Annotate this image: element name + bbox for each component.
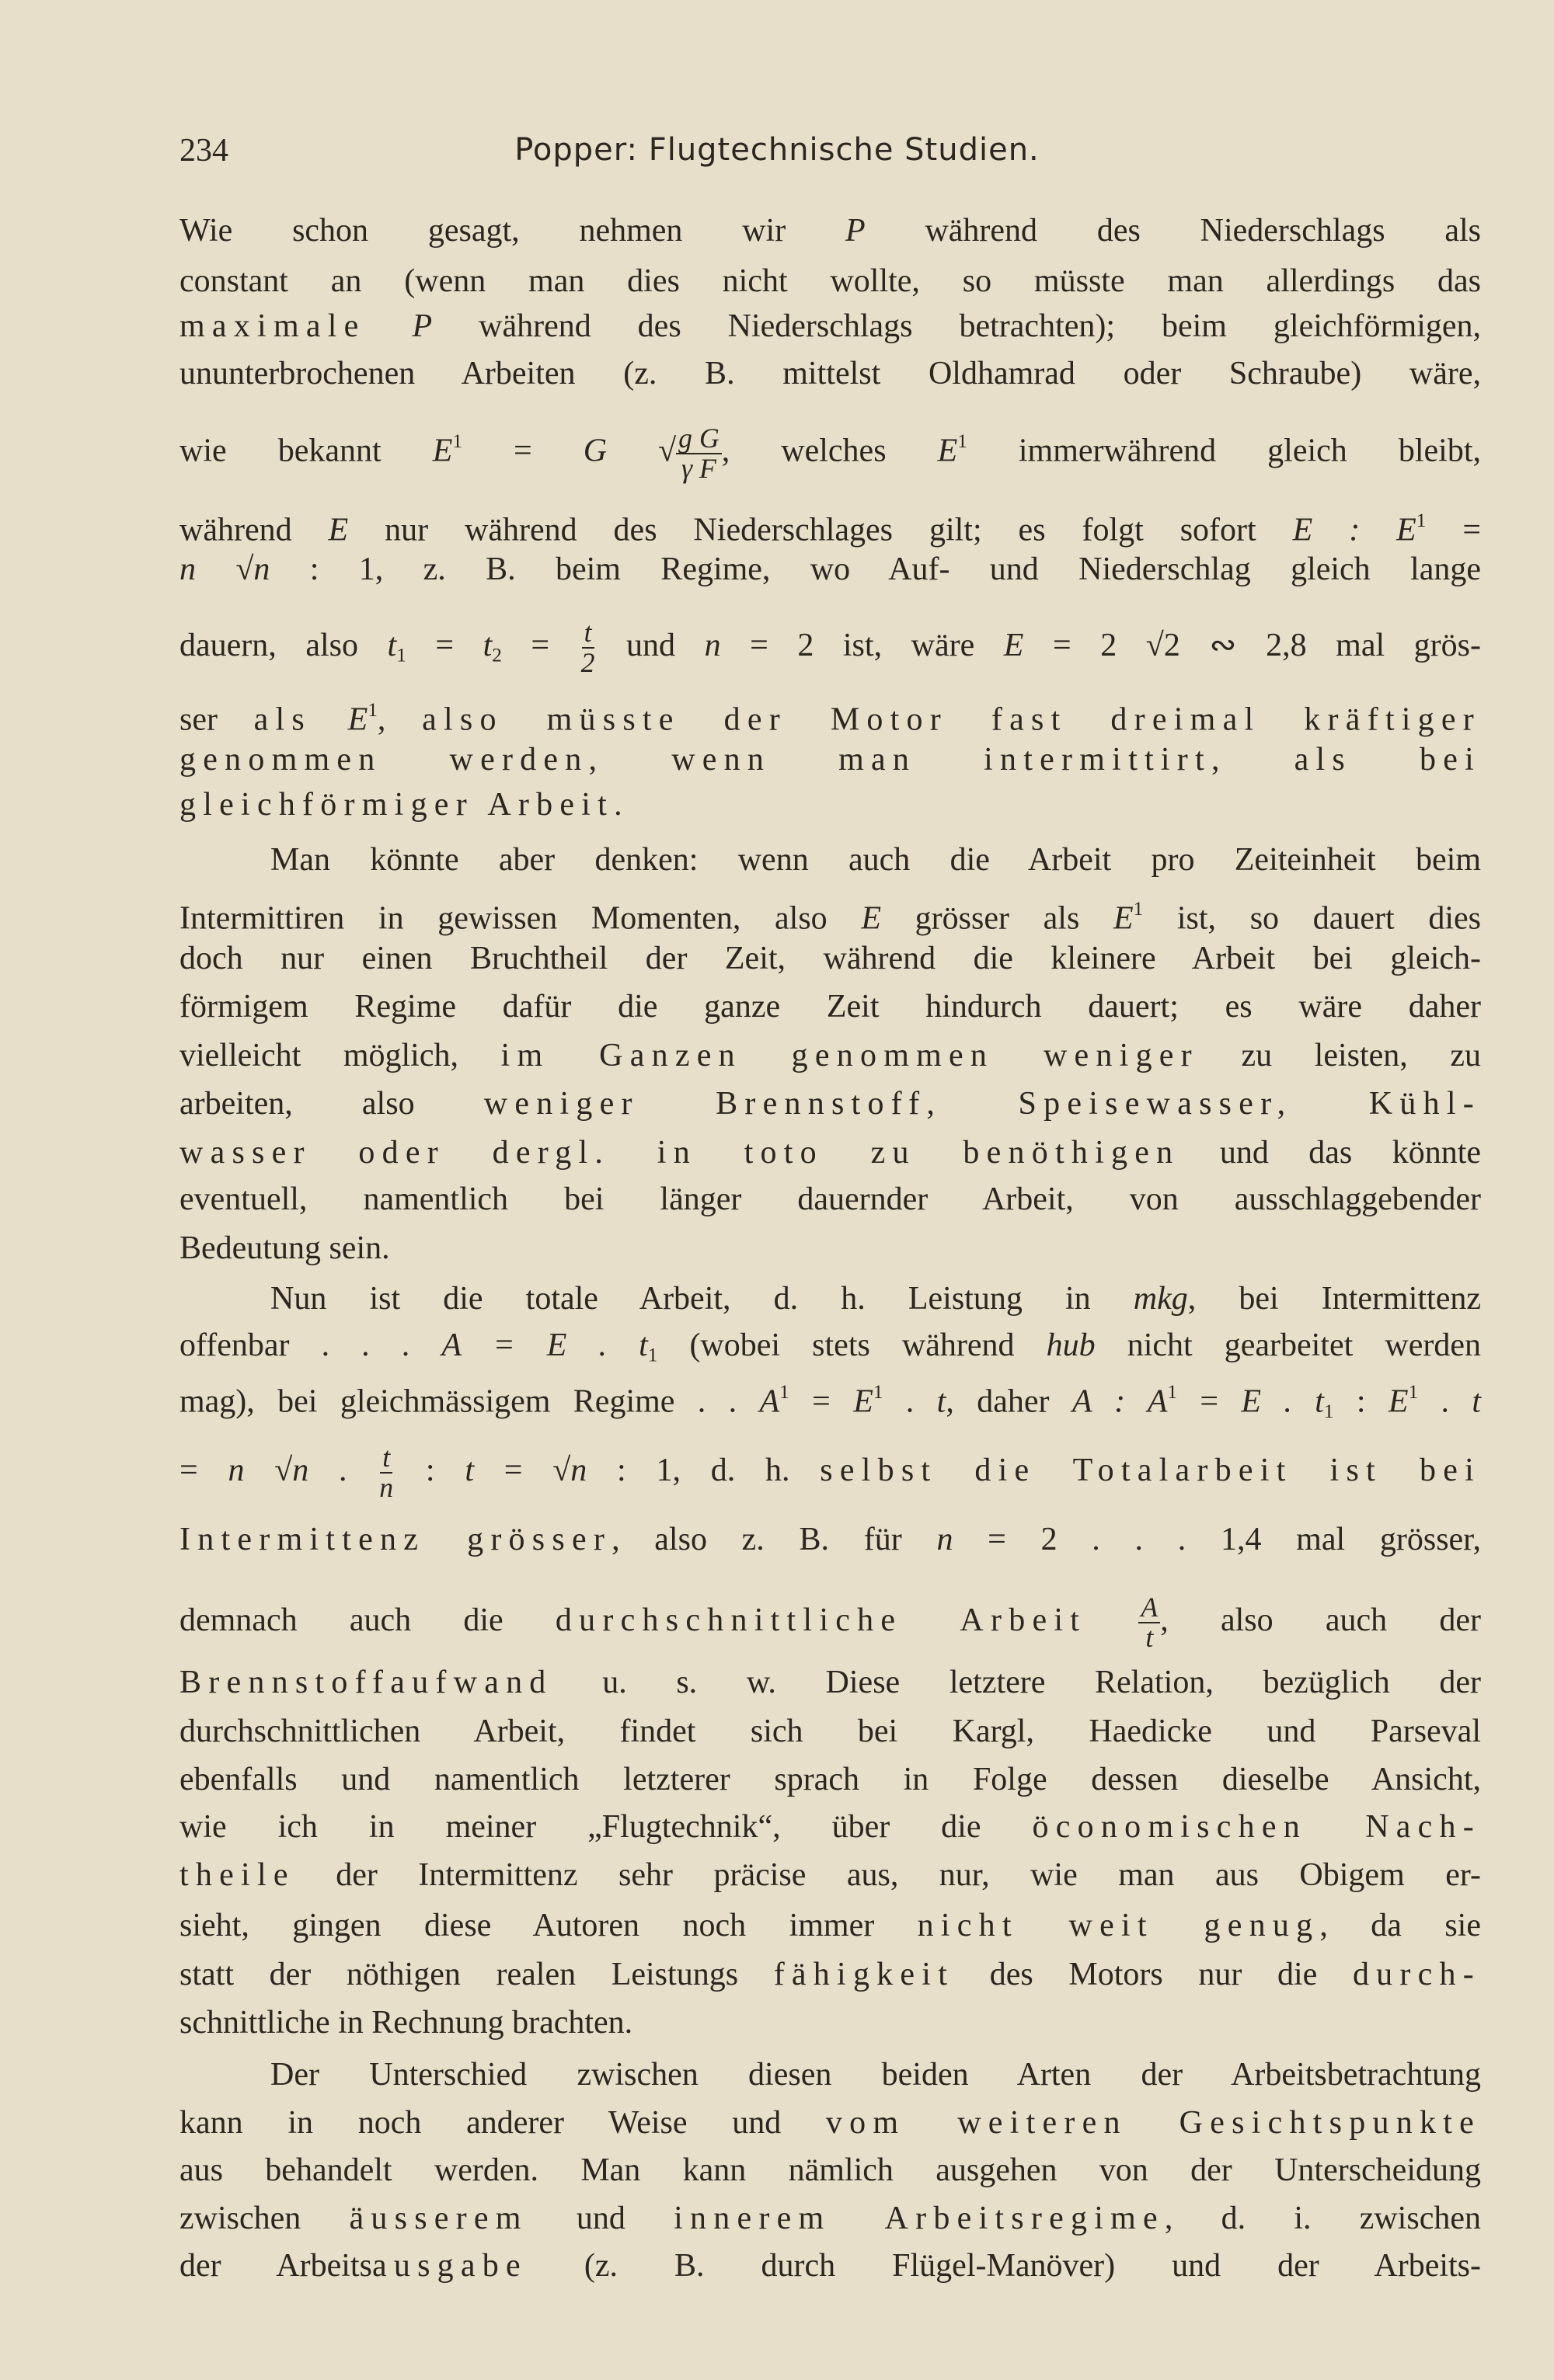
text-line <box>270 2055 1481 2094</box>
text-run: während des Niederschlags als <box>865 213 1482 249</box>
text-run: nur während des Niederschlages gilt; es folgt sofort <box>348 512 1293 548</box>
text-run: = <box>406 628 483 664</box>
text-line <box>179 939 1481 978</box>
fraction-numerator: A <box>1138 1593 1160 1623</box>
text-line <box>179 1592 1482 1654</box>
math-symbol: n <box>292 1453 309 1489</box>
text-run: der Intermittenz sehr präcise aus, nur, wie man aus Obigem er- <box>294 1857 1481 1893</box>
emphasized-text: durchschnittliche Arbeit <box>555 1602 1087 1639</box>
subscript: 1 <box>647 1345 658 1366</box>
text-line <box>179 740 1481 779</box>
text-run: , da sie <box>1319 1908 1481 1943</box>
text-run: doch nur einen Bruchtheil der Zeit, während die kleinere Arbeit bei gleich- <box>179 941 1481 976</box>
math-symbol: E <box>328 512 349 548</box>
superscript: 1 <box>368 700 378 721</box>
math-symbol: A : A <box>1071 1383 1168 1420</box>
text-line <box>179 354 1481 393</box>
math-symbol: t <box>465 1453 474 1489</box>
text-run: Der Unterschied zwischen diesen beiden Arten der Arbeitsbetrachtung <box>270 2057 1481 2093</box>
text-line <box>179 1520 1481 1559</box>
math-symbol: A <box>759 1383 780 1420</box>
emphasized-text: gleichförmiger Arbeit. <box>179 787 629 823</box>
text-line <box>179 1133 1481 1172</box>
math-symbol: n <box>936 1522 953 1557</box>
emphasized-text: selbst die Totalarbeit ist bei <box>820 1453 1481 1489</box>
text-run: und das könnte <box>1179 1135 1482 1171</box>
emphasized-text: ausgabe <box>371 2248 528 2284</box>
text-run: und <box>528 2201 674 2236</box>
text-run: : <box>1333 1383 1388 1420</box>
text-run: = <box>789 1383 854 1420</box>
fraction <box>1138 1593 1160 1653</box>
text-run: immerwährend gleich bleibt, <box>967 433 1481 469</box>
fraction <box>377 1443 395 1503</box>
math-symbol: E <box>347 701 368 738</box>
emphasized-text: genommen werden, wenn man intermittirt, als bei <box>179 742 1481 778</box>
math-symbol: hub <box>1046 1327 1096 1363</box>
text-line <box>179 1373 1482 1423</box>
emphasized-text: Intermittenz grösser <box>179 1522 612 1557</box>
text-run: des Motors nur die <box>954 1957 1353 1992</box>
math-symbol: P <box>412 308 433 344</box>
text-run: , daher <box>946 1383 1072 1420</box>
text-run: = <box>1426 512 1482 548</box>
text-run: ist, so dauert dies <box>1143 900 1481 937</box>
emphasized-text: fähigkeit <box>773 1957 955 1992</box>
text-line <box>270 1279 1481 1318</box>
text-line <box>179 1084 1481 1123</box>
text-line <box>179 1036 1481 1075</box>
text-line <box>179 1760 1481 1799</box>
subscript: 1 <box>1323 1401 1334 1423</box>
text-run: mag), bei gleichmässigem Regime . . <box>179 1383 760 1420</box>
subscript: 1 <box>396 645 406 666</box>
text-run: , bei Intermittenz <box>1187 1281 1481 1317</box>
text-run: schnittliche in Rechnung brachten. <box>179 2005 633 2041</box>
text-line <box>179 1663 1481 1702</box>
math-symbol: t <box>936 1383 946 1420</box>
math-symbol: P <box>845 213 866 249</box>
math-symbol: n <box>179 552 196 587</box>
text-run: : 1, z. B. beim Regime, wo Auf- und Niederschlag gleich lange <box>270 552 1481 587</box>
text-run: Nun ist die totale Arbeit, d. h. Leistung in <box>270 1281 1134 1317</box>
text-run <box>312 702 348 738</box>
fraction-numerator: t <box>380 1443 392 1474</box>
superscript: 1 <box>1167 1382 1177 1403</box>
emphasized-text: innerem Arbeitsregime <box>674 2201 1165 2236</box>
text-run: (z. B. durch Flügel-Manöver) und der Arbeits- <box>527 2248 1481 2284</box>
text-run <box>366 308 413 344</box>
text-run: = √ <box>474 1453 571 1489</box>
text-run: , <box>377 701 423 738</box>
emphasized-text: als <box>253 701 312 738</box>
text-run: Intermittiren in gewissen Momenten, also <box>179 900 862 937</box>
text-run: √ <box>244 1453 293 1489</box>
text-run: ebenfalls und namentlich letzterer sprach in Folge dessen dieselbe Ansicht, <box>179 1762 1481 1797</box>
text-run: constant an (wenn man dies nicht wollte, so müsste man allerdings das <box>179 263 1481 299</box>
fraction-denominator: 2 <box>580 647 595 679</box>
text-line <box>179 422 1481 484</box>
text-run: zwischen <box>179 2201 350 2236</box>
running-title: Popper: Flugtechnische Studien. <box>514 132 1040 168</box>
text-run: (wobei stets während <box>657 1327 1047 1363</box>
text-run: nicht gearbeitet werden <box>1095 1327 1482 1363</box>
text-run: während <box>179 512 329 548</box>
text-run: arbeiten, also <box>179 1086 484 1122</box>
emphasized-text: im Ganzen genommen weniger <box>500 1038 1199 1073</box>
text-line <box>179 1856 1481 1895</box>
math-symbol: E : E <box>1292 512 1416 548</box>
superscript: 1 <box>1416 510 1427 531</box>
text-run: vielleicht möglich, <box>179 1038 501 1073</box>
emphasized-text: vom weiteren Gesichtspunkte <box>825 2105 1481 2141</box>
text-run: eventuell, namentlich bei länger dauernder Arbeit, von ausschlaggebender <box>179 1181 1481 1217</box>
text-line <box>179 262 1481 301</box>
superscript: 1 <box>452 431 462 452</box>
text-line <box>179 307 1481 346</box>
text-line <box>179 691 1481 738</box>
text-run: und <box>597 628 705 664</box>
text-line <box>179 785 1481 824</box>
text-line <box>179 1326 1481 1365</box>
math-symbol: t <box>1472 1383 1482 1420</box>
text-line <box>179 617 1481 679</box>
text-run: Wie schon gesagt, nehmen wir <box>179 213 845 249</box>
text-line <box>179 550 1481 589</box>
text-run: wie ich in meiner „Flugtechnik“, über die <box>179 1809 1033 1845</box>
math-symbol: E <box>1388 1383 1409 1420</box>
text-line <box>179 2246 1481 2285</box>
text-line <box>179 211 1481 250</box>
text-run: Man könnte aber denken: wenn auch die Arbeit pro Zeiteinheit beim <box>270 842 1481 878</box>
text-run: . <box>1418 1383 1472 1420</box>
text-line <box>270 840 1481 879</box>
math-symbol: E <box>861 900 881 937</box>
math-symbol: E . t <box>1241 1383 1324 1420</box>
text-line <box>179 987 1481 1026</box>
text-line <box>179 502 1482 548</box>
text-run: , welches <box>721 433 938 469</box>
math-symbol: n <box>253 552 270 587</box>
text-run: grösser als <box>881 900 1113 937</box>
text-run: = <box>179 1453 228 1489</box>
superscript: 1 <box>873 1382 883 1403</box>
math-symbol: n <box>570 1453 587 1489</box>
text-run: √ <box>607 433 677 469</box>
emphasized-text: öconomischen Nach- <box>1032 1809 1481 1845</box>
text-run: , also z. B. für <box>611 1522 937 1557</box>
math-symbol: mkg <box>1133 1281 1188 1317</box>
text-run: = 2 √2 ∾ 2,8 mal grös- <box>1023 628 1481 664</box>
emphasized-text: maximale <box>179 308 366 344</box>
text-run: wie bekannt <box>179 433 433 469</box>
text-run: = <box>1176 1383 1242 1420</box>
text-run: : 1, d. h. <box>587 1453 821 1489</box>
math-symbol: t <box>387 628 397 664</box>
text-run: demnach auch die <box>179 1602 556 1639</box>
text-line <box>179 1955 1481 1994</box>
math-symbol: n <box>228 1453 245 1489</box>
superscript: 1 <box>1408 1382 1419 1403</box>
text-run: , also auch der <box>1160 1602 1482 1639</box>
text-run: während des Niederschlags betrachten); beim gleichförmigen, <box>432 308 1481 344</box>
text-run: = 2 . . . 1,4 mal grösser, <box>953 1522 1481 1557</box>
text-line <box>179 1712 1481 1751</box>
math-symbol: n <box>704 628 721 664</box>
emphasized-text: äusserem <box>349 2201 528 2236</box>
text-run: . <box>883 1383 937 1420</box>
text-line <box>179 1906 1481 1945</box>
fraction-numerator: t <box>582 618 594 649</box>
emphasized-text: nicht weit genug <box>917 1908 1320 1943</box>
text-line <box>179 1442 1481 1504</box>
text-run: : <box>395 1453 465 1489</box>
text-run: sieht, gingen diese Autoren noch immer <box>179 1908 918 1943</box>
math-symbol: E <box>937 433 958 469</box>
text-line <box>179 2003 1481 2042</box>
math-symbol: A = E . t <box>441 1327 648 1363</box>
text-line <box>179 2103 1481 2142</box>
fraction-denominator: t <box>1145 1622 1154 1654</box>
text-run: = 2 ist, wäre <box>720 628 1004 664</box>
fraction <box>676 424 722 484</box>
superscript: 1 <box>957 431 967 452</box>
text-line <box>179 2151 1481 2190</box>
text-run: , d. i. zwischen <box>1164 2201 1481 2236</box>
page-number: 234 <box>179 133 228 169</box>
superscript: 1 <box>1133 899 1144 920</box>
text-run: dauern, also <box>179 628 388 664</box>
math-symbol: E <box>1003 628 1024 664</box>
text-run: aus behandelt werden. Man kann nämlich ausgehen von der Unterscheidung <box>179 2152 1481 2188</box>
text-run: der Arbeits <box>179 2248 372 2284</box>
emphasized-text: theile <box>179 1857 295 1893</box>
emphasized-text: also müsste der Motor fast dreimal kräftiger <box>422 701 1481 738</box>
fraction-denominator: n <box>379 1472 394 1504</box>
text-line <box>179 890 1481 937</box>
text-run: offenbar . . . <box>179 1327 442 1363</box>
text-run: förmigem Regime dafür die ganze Zeit hindurch dauert; es wäre daher <box>179 989 1481 1025</box>
emphasized-text: wasser oder dergl. in toto zu benöthigen <box>179 1135 1180 1171</box>
text-run: . <box>308 1453 378 1489</box>
text-run: ununterbrochenen Arbeiten (z. B. mittelst Oldhamrad oder Schraube) wäre, <box>179 356 1481 391</box>
emphasized-text: weniger Brennstoff, Speisewasser, Kühl- <box>483 1086 1482 1122</box>
text-run: Bedeutung sein. <box>179 1230 390 1266</box>
text-run: durchschnittlichen Arbeit, findet sich bei Kargl, Haedicke und Parseval <box>179 1714 1481 1749</box>
text-line <box>179 2199 1481 2238</box>
text-run: √ <box>196 552 254 587</box>
fraction-denominator: γ F <box>681 452 716 484</box>
math-symbol: E <box>853 1383 873 1420</box>
text-run: u. s. w. Diese letztere Relation, bezüglich der <box>552 1665 1481 1700</box>
text-run: ser <box>179 701 254 738</box>
math-symbol: E <box>1113 900 1134 937</box>
fraction-numerator: g G <box>676 424 722 454</box>
text-line <box>179 1180 1481 1219</box>
fraction <box>579 618 598 678</box>
text-run: = <box>462 433 584 469</box>
text-line <box>179 1808 1481 1846</box>
text-line <box>179 1229 1481 1268</box>
text-run: = <box>501 628 579 664</box>
text-run <box>1086 1602 1138 1638</box>
text-run: zu leisten, zu <box>1198 1038 1481 1073</box>
superscript: 1 <box>779 1382 789 1403</box>
text-run: statt der nöthigen realen Leistungs <box>179 1957 774 1992</box>
subscript: 2 <box>492 645 502 666</box>
math-symbol: t <box>483 628 493 664</box>
emphasized-text: durch- <box>1352 1957 1481 1992</box>
math-symbol: G <box>583 433 608 469</box>
text-run: kann in noch anderer Weise und <box>179 2105 826 2141</box>
math-symbol: E <box>432 433 453 469</box>
emphasized-text: Brennstoffaufwand <box>179 1665 553 1700</box>
